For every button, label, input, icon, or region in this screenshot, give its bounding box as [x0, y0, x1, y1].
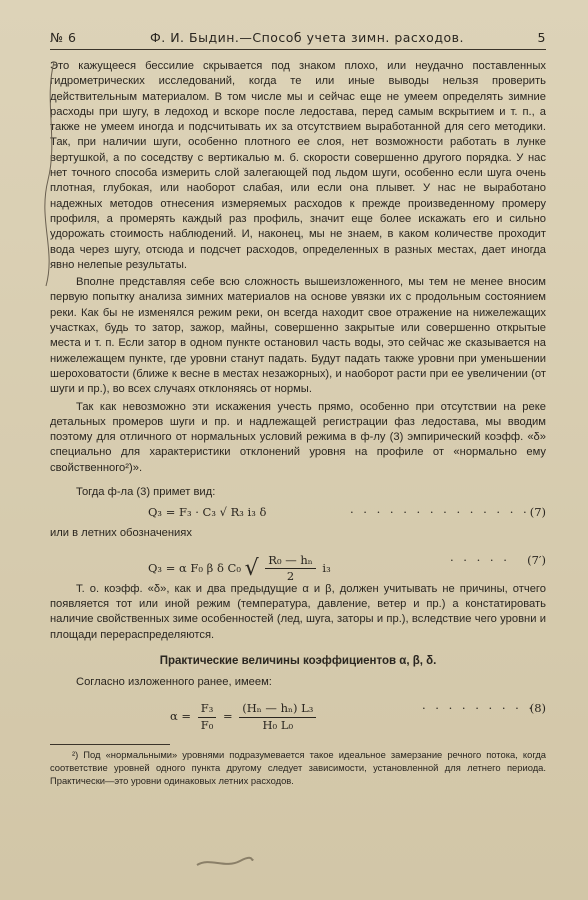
paragraph-6: Т. о. коэфф. «δ», как и два предыдущие α и β, должен учитывать не причины, отчего появляется тот или иной режим (температура, давление, ветер и пр.) а констатировать наличие свойственных зиме особенностей (лед, шуга, заторы и пр.), вследствие чего уровни и площади перераспределяются. [50, 582, 546, 641]
section-heading: Практические величины коэффициентов α, β, δ. [159, 654, 437, 667]
sqrt-sign-icon: √ [244, 555, 259, 581]
formula-8-equals: = [222, 709, 233, 724]
footnote: ²) Под «нормальными» уровнями подразумевается такое идеальное замерзание речного потока, когда соответствие уровней одного пункта другому следует зависимости, установленной для летнего периода. Практически—это уровни одинаковых летних расходов. [50, 749, 546, 786]
fraction-numerator: R₀ — hₙ [265, 553, 315, 569]
paragraph-3: Так как невозможно эти искажения учесть прямо, особенно при отсутствии на реке детальных промеров шуги и пр. и надлежащей регистрации фаз ледостава, мы вводим поэтому для отличного от нормальных условий режима в ф-лу (3) эмпирический коэфф. «δ» специально для характеристики отклонений уровня на профиле от «нормально ему свойственного²)». [50, 400, 546, 474]
formula-7-leader-dots: . . . . . . . . . . . . . . [350, 502, 530, 517]
formula-8-expression [170, 701, 319, 733]
formula-7-prime-right: i₃ [322, 560, 331, 575]
fraction-denominator: 2 [286, 568, 295, 583]
margin-pencil-bracket-icon [40, 60, 62, 290]
fraction-denominator: H₀ L₀ [262, 717, 294, 732]
page-number: 5 [537, 30, 546, 45]
fraction-denominator: F₀ [200, 717, 214, 732]
formula-7-expression: Q₃ = F₃ · C₃ √ R₃ i₃ δ [148, 505, 267, 520]
footnote-divider [50, 744, 170, 745]
formula-8 [50, 692, 546, 732]
paragraph-5: или в летних обозначениях [50, 527, 192, 540]
formula-7-prime [50, 544, 546, 583]
paragraph-1: Это кажущееся бессилие скрывается под знаком плохо, или неудачно поставленных гидрометрических исследований, когда те или иные выводы нельзя проверить действительным материалом. В том числе мы и сейчас еще не умеем определять зимние расходы при шугу, в ледоход и вскоре после ледостава, перед самым вскрытием и т. п., а также не умеем иногда и подсчитывать их за отсутствием выработанной для сего методики. Так, при наличии шуги, особенно плотного ее слоя, нет возможности работать в лунке вертушкой, а по соседству с вертикалью м. б. скорости совершенно другого порядка. У нас нет точного способа измерить слой залегающей под льдом шуги, особенно если шуга очень плотная, глубокая, или наоборот слабая, или если она плывет. У нас не выработано надежных методов отнесения измеряемых расходов к прежде произведенному промеру профиля, а промерять каждый раз профиль, значит еще более искажать его и сильно удорожать стоимость наблюдений. И, наконец, мы не знаем, в каком количестве проходит вода через шугу, отсюда и подсчет расходов, определенных в разных местах, дает иногда явно нелепые результаты. [50, 60, 546, 271]
formula-7-prime-expression [148, 553, 331, 585]
formula-7 [50, 502, 546, 524]
formula-7-prime-left: Q₃ = α F₀ β δ C₀ [148, 560, 241, 575]
running-title: Ф. И. Быдин.—Способ учета зимн. расходов. [150, 30, 464, 45]
fraction-numerator: (Hₙ — hₙ) L₃ [239, 701, 316, 717]
paragraph-7: Согласно изложенного ранее, имеем: [76, 676, 272, 689]
running-header [50, 30, 546, 50]
paragraph-2: Вполне представляя себе всю сложность вышеизложенного, мы тем не менее вносим первую попытку анализа зимних материалов на основе увязки их с продольным состоянием реки. Как бы не изменялся режим реки, он всегда находит свое отражение на нижележащих участках, будь то затор, зажор, майны, совершенно закрытые или совершенно открытые места и т. п. Если затор в одном пункте остановил часть воды, это сейчас же сказывается на нижележащем пункте, где уровни станут падать. Будут падать также уровни при уменьшении шероховатости (ближе к весне в местах незажорных), и наоборот расти при ее увеличении (от шуги и пр.), во всех случаях отклоняясь от нормы. [50, 276, 546, 396]
ink-smudge-icon [195, 855, 255, 871]
issue-number: № 6 [50, 30, 77, 45]
formula-8-fraction-1 [198, 701, 217, 733]
formula-8-leader-dots: . . . . . . . . . [422, 698, 536, 713]
formula-8-lhs: α = [170, 709, 192, 724]
formula-7-prime-leader-dots: . . . . . [450, 549, 510, 564]
paragraph-4: Тогда ф-ла (3) примет вид: [76, 486, 216, 499]
formula-8-number: (8) [529, 701, 546, 716]
formula-7-prime-fraction [265, 553, 315, 585]
fraction-numerator: F₃ [198, 701, 217, 717]
article-body [50, 59, 546, 787]
formula-8-fraction-2 [239, 701, 316, 733]
formula-7-number: (7) [529, 505, 546, 520]
formula-7-prime-number: (7′) [527, 552, 546, 567]
